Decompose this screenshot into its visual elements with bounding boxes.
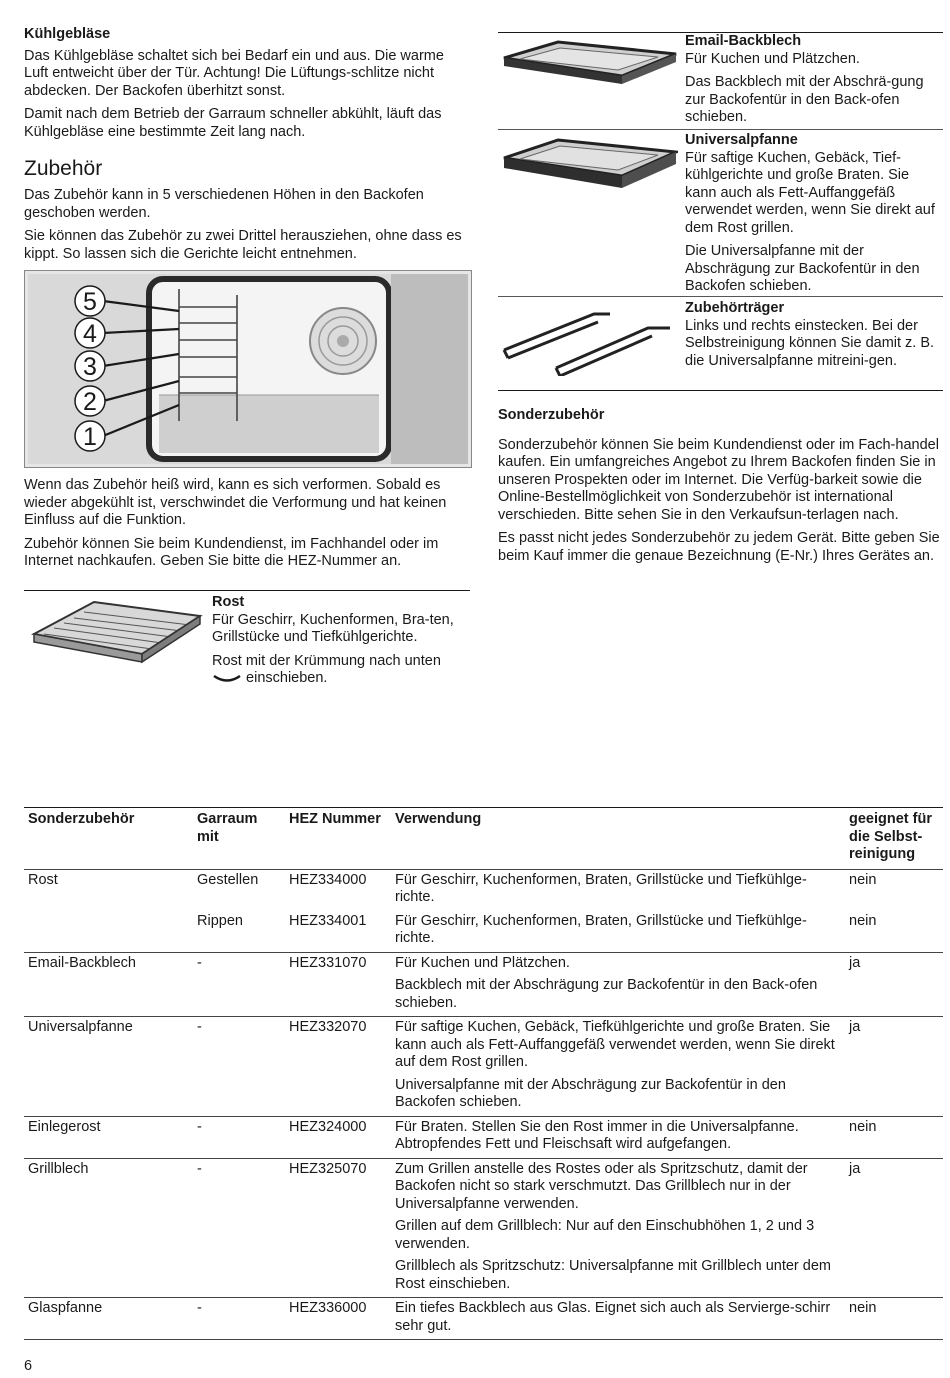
email-backblech-title: Email-Backblech xyxy=(685,33,802,49)
universal-pan-icon xyxy=(498,134,678,200)
cell-verwendung xyxy=(391,1116,845,1158)
cell-name: Glaspfanne xyxy=(24,1298,193,1340)
baking-tray-icon xyxy=(498,36,678,98)
zubehoertraeger-title: Zubehörträger xyxy=(685,300,785,316)
cell-hez-number: HEZ331070 xyxy=(285,952,391,1017)
verwendung-paragraph: Für Geschirr, Kuchenformen, Braten, Grillstücke und Tiefkühlge-richte. xyxy=(395,912,807,946)
rost-title: Rost xyxy=(212,594,245,610)
level-1-label: 1 xyxy=(83,423,97,451)
table-body xyxy=(24,869,943,1340)
universalpfanne-text xyxy=(685,132,943,296)
sonderzubehoer-heading: Sonderzubehör xyxy=(498,407,605,423)
table-row xyxy=(24,952,943,1017)
zubehoertraeger-description: Links und rechts einstecken. Bei der Selbstreinigung können Sie damit z. B. die Universalpfanne mitreini-gen. xyxy=(685,317,935,369)
verwendung-paragraph: Grillen auf dem Grillblech: Nur auf den Einschubhöhen 1, 2 und 3 verwenden. xyxy=(395,1218,815,1252)
sonderzubehoer-paragraph-2: Es passt nicht jedes Sonderzubehör zu jedem Gerät. Bitte geben Sie beim Kauf immer die genaue Bezeichnung (E-Nr.) Ihres Gerätes an. xyxy=(498,530,940,564)
cell-verwendung xyxy=(391,952,845,1017)
accessory-divider-1 xyxy=(498,129,943,130)
sonderzubehoer-paragraph-1: Sonderzubehör können Sie beim Kundendienst oder im Fach-handel kaufen. Ein umfangreiches Angebot zu Ihrem Backofen finden Sie in unseren Prospekten oder im Internet. Die Verfüg-barkeit sowie die Online-Bestellmöglichkeit von Sonderzubehör ist international verschieden. Bitte sehen Sie in den Verkaufsun-terlagen nach. xyxy=(498,436,939,523)
accessory-divider-2 xyxy=(498,296,943,297)
verwendung-paragraph: Zum Grillen anstelle des Rostes oder als Spritzschutz, damit der Backofen nicht so stark verschmutzt. Das Grillblech nur in der Universalpfanne verwenden. xyxy=(395,1160,808,1212)
verwendung-paragraph: Für saftige Kuchen, Gebäck, Tiefkühlgerichte und große Braten. Sie kann auch als Fett-Auffanggefäß verwendet werden, wenn Sie direkt auf dem Rost grillen. xyxy=(395,1019,835,1070)
oven-levels-illustration xyxy=(24,270,472,468)
table-row xyxy=(24,869,943,911)
cell-name: Email-Backblech xyxy=(24,952,193,1017)
verwendung-paragraph: Backblech mit der Abschrägung zur Backofentür in den Back-ofen schieben. xyxy=(395,977,818,1011)
rost-description: Für Geschirr, Kuchenformen, Bra-ten, Grillstücke und Tiefkühlgerichte. xyxy=(212,611,454,645)
verwendung-paragraph: Für Kuchen und Plätzchen. xyxy=(395,954,570,971)
column-header-hez: HEZ Nummer xyxy=(285,808,391,870)
verwendung-paragraph: Für Geschirr, Kuchenformen, Braten, Grillstücke und Tiefkühlge-richte. xyxy=(395,871,807,905)
cell-verwendung xyxy=(391,1298,845,1340)
level-4-label: 4 xyxy=(83,320,97,348)
email-backblech-text xyxy=(685,33,943,127)
cell-garraum: - xyxy=(193,1158,285,1298)
curve-down-icon xyxy=(212,672,242,684)
universalpfanne-title: Universalpfanne xyxy=(685,132,798,148)
verwendung-paragraph: Grillblech als Spritzschutz: Universalpfanne mit Grillblech unter dem Rost einschieben. xyxy=(395,1258,831,1292)
zubehoer-notes xyxy=(24,477,470,577)
cell-selbstreinigung: ja xyxy=(845,1017,943,1117)
cell-garraum: - xyxy=(193,952,285,1017)
cell-selbstreinigung: nein xyxy=(849,912,877,929)
sonderzubehoer-table xyxy=(24,807,943,1340)
kuehlgeblaese-heading: Kühlgebläse xyxy=(24,26,111,42)
rack-icon xyxy=(24,594,204,674)
cell-name xyxy=(24,911,193,953)
cell-garraum: - xyxy=(193,1298,285,1340)
cell-selbstreinigung: nein xyxy=(845,869,943,911)
zubehoertraeger-text xyxy=(685,300,943,370)
email-backblech-description: Für Kuchen und Plätzchen. xyxy=(685,50,860,67)
kuehlgeblaese-paragraph-2: Damit nach dem Betrieb der Garraum schneller abkühlt, läuft das Kühlgebläse eine bestimmte Zeit lang nach. xyxy=(24,106,442,140)
accessories-bottom-divider xyxy=(498,390,943,391)
table-row xyxy=(24,1116,943,1158)
rost-note-line-2 xyxy=(212,670,474,688)
cell-hez-number: HEZ334001 xyxy=(289,912,367,929)
level-2-label: 2 xyxy=(83,388,97,416)
zubehoer-section xyxy=(24,157,470,269)
zubehoer-heading: Zubehör xyxy=(24,157,103,180)
cell-hez-number: HEZ334000 xyxy=(285,869,391,911)
cell-name: Universalpfanne xyxy=(24,1017,193,1117)
column-header-name: Sonderzubehör xyxy=(24,808,193,870)
cell-garraum: - xyxy=(193,1116,285,1158)
cell-selbstreinigung: ja xyxy=(845,1158,943,1298)
sonderzubehoer-section xyxy=(498,407,945,571)
kuehlgeblaese-paragraph-1: Das Kühlgebläse schaltet sich bei Bedarf ein und aus. Die warme Luft entweicht über der Tür. Achtung! Die Lüftungs-schlitze nicht abdecken. Der Backofen überhitzt sonst. xyxy=(24,47,444,99)
universalpfanne-image xyxy=(498,134,678,200)
level-5-label: 5 xyxy=(83,288,97,316)
column-header-selbstreinigung: geeignet für die Selbst-reinigung xyxy=(845,808,943,870)
zubehoer-paragraph-3: Wenn das Zubehör heiß wird, kann es sich verformen. Sobald es wieder abgekühlt ist, verschwindet die Verformung und hat keinen Einfluss auf die Funktion. xyxy=(24,477,447,528)
rost-divider xyxy=(24,590,470,591)
table-row xyxy=(24,1298,943,1340)
cell-garraum: - xyxy=(193,1017,285,1117)
rost-image xyxy=(24,594,204,674)
cell-garraum: Rippen xyxy=(197,912,243,929)
cell-selbstreinigung: nein xyxy=(845,1298,943,1340)
cell-hez-number: HEZ336000 xyxy=(285,1298,391,1340)
cell-verwendung xyxy=(391,1158,845,1298)
level-3-label: 3 xyxy=(83,353,97,381)
cell-name: Einlegerost xyxy=(24,1116,193,1158)
verwendung-paragraph: Für Braten. Stellen Sie den Rost immer in die Universalpfanne. Abtropfendes Fett und Fleischsaft wird aufgefangen. xyxy=(395,1118,799,1152)
cell-verwendung xyxy=(391,869,845,911)
table-row xyxy=(24,911,943,953)
zubehoertraeger-image xyxy=(498,304,678,376)
cell-hez-number: HEZ324000 xyxy=(285,1116,391,1158)
cell-garraum: Gestellen xyxy=(193,869,285,911)
cell-name: Grillblech xyxy=(24,1158,193,1298)
table-row xyxy=(24,1017,943,1117)
table-row xyxy=(24,1158,943,1298)
rost-note-line-1: Rost mit der Krümmung nach unten xyxy=(212,652,441,669)
column-header-verwendung: Verwendung xyxy=(391,808,845,870)
kuehlgeblaese-section xyxy=(24,26,470,147)
table-header-row xyxy=(24,808,943,870)
oven-interior-drawing xyxy=(25,271,471,467)
verwendung-paragraph: Universalpfanne mit der Abschrägung zur Backofentür in den Backofen schieben. xyxy=(395,1076,786,1110)
verwendung-paragraph: Ein tiefes Backblech aus Glas. Eignet sich auch als Servierge-schirr sehr gut. xyxy=(395,1300,831,1334)
zubehoer-paragraph-1: Das Zubehör kann in 5 verschiedenen Höhen in den Backofen geschoben werden. xyxy=(24,187,424,221)
cell-hez-number: HEZ325070 xyxy=(285,1158,391,1298)
email-backblech-note: Das Backblech mit der Abschrä-gung zur Backofentür in den Back-ofen schieben. xyxy=(685,74,924,125)
cell-hez-number: HEZ332070 xyxy=(285,1017,391,1117)
cell-verwendung xyxy=(391,911,845,953)
universalpfanne-description: Für saftige Kuchen, Gebäck, Tief-kühlgerichte und große Braten. Sie kann auch als Fett-Auffanggefäß verwendet werden, wenn Sie direkt auf dem Rost grillen. xyxy=(685,149,935,236)
cell-name: Rost xyxy=(24,869,193,911)
zubehoer-paragraph-2: Sie können das Zubehör zu zwei Drittel herausziehen, ohne dass es kippt. So lassen sich die Gerichte leicht entnehmen. xyxy=(24,228,462,262)
universalpfanne-note: Die Universalpfanne mit der Abschrägung zur Backofentür in den Backofen schieben. xyxy=(685,243,920,294)
cell-selbstreinigung: ja xyxy=(845,952,943,1017)
rail-icon xyxy=(498,304,678,376)
cell-selbstreinigung: nein xyxy=(845,1116,943,1158)
rost-text xyxy=(212,594,474,688)
rost-note-suffix: einschieben. xyxy=(246,670,328,686)
zubehoer-paragraph-4: Zubehör können Sie beim Kundendienst, im Fachhandel oder im Internet nachkaufen. Geben Sie bitte die HEZ-Nummer an. xyxy=(24,535,439,569)
cell-verwendung xyxy=(391,1017,845,1117)
column-header-garraum: Garraum mit xyxy=(193,808,285,870)
page-number: 6 xyxy=(24,1358,33,1374)
email-backblech-image xyxy=(498,36,678,98)
